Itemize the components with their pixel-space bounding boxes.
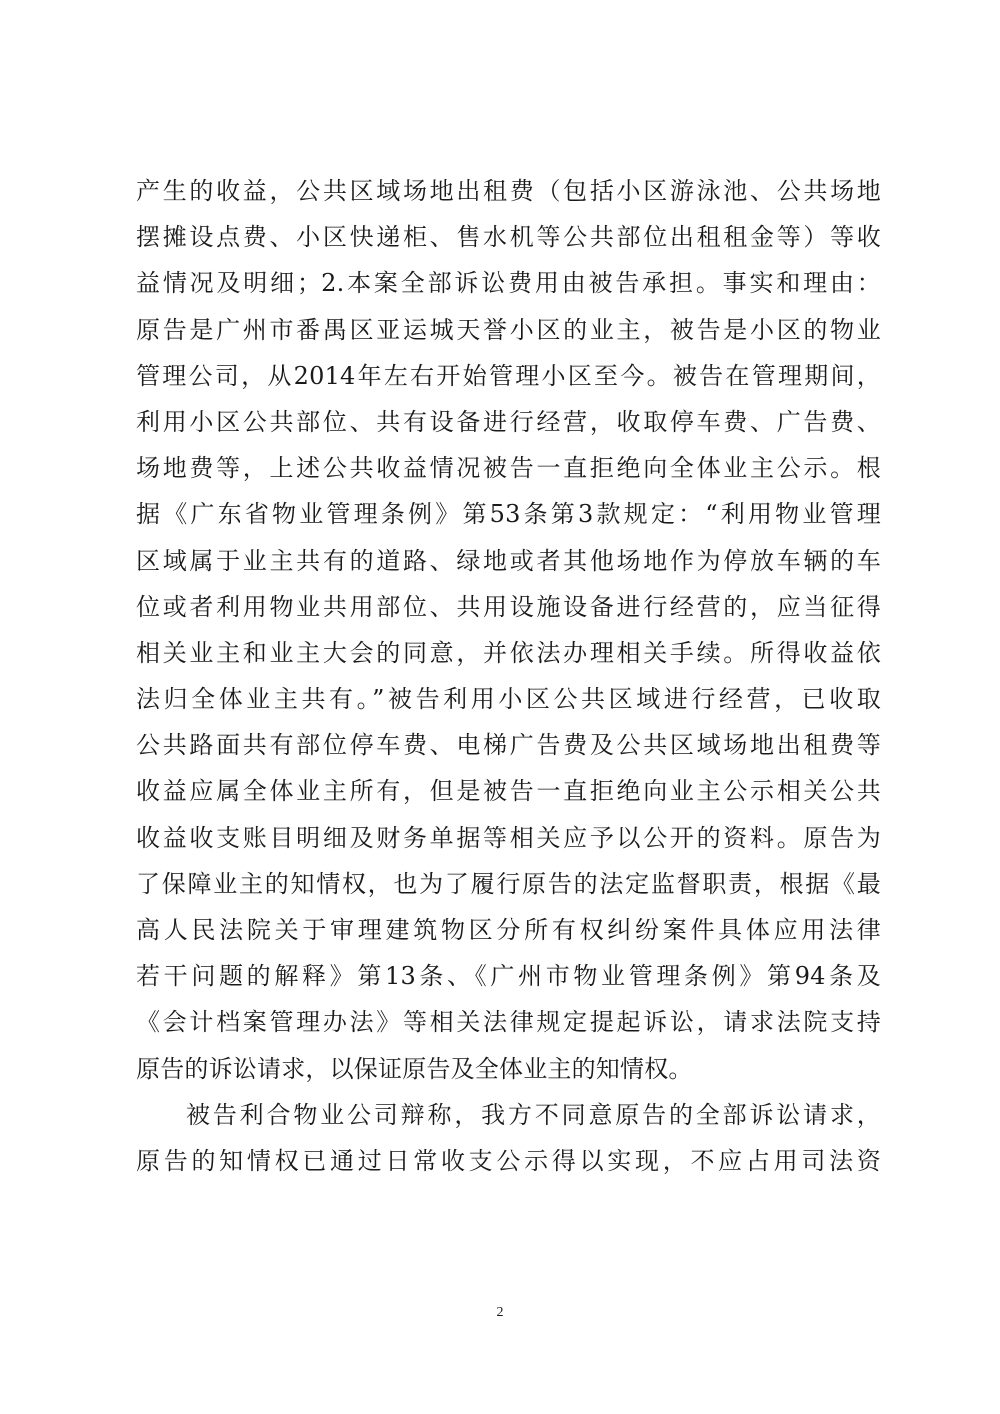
text-line: 产生的收益，公共区域场地出租费（包括小区游泳池、公共场地 xyxy=(136,177,881,205)
text-line: 公共路面共有部位停车费、电梯广告费及公共区域场地出租费等 xyxy=(136,731,881,760)
text-line: 摆摊设点费、小区快递柜、售水机等公共部位出租租金等）等收 xyxy=(136,223,881,252)
text-line: 了保障业主的知情权，也为了履行原告的法定监督职责，根据《最 xyxy=(136,869,881,898)
text-line: 若干问题的解释》第13条、《广州市物业管理条例》第94条及 xyxy=(136,962,881,991)
text-line: 高人民法院关于审理建筑物区分所有权纠纷案件具体应用法律 xyxy=(136,916,881,944)
text-line: 原告的知情权已通过日常收支公示得以实现，不应占用司法资 xyxy=(136,1146,881,1175)
text-line: 管理公司，从2014年左右开始管理小区至今。被告在管理期间， xyxy=(136,361,881,390)
text-line: 相关业主和业主大会的同意，并依法办理相关手续。所得收益依 xyxy=(136,638,881,667)
text-line: 益情况及明细；2.本案全部诉讼费用由被告承担。事实和理由： xyxy=(136,269,881,298)
text-line: 区域属于业主共有的道路、绿地或者其他场地作为停放车辆的车 xyxy=(136,546,881,575)
text-line: 位或者利用物业共用部位、共用设施设备进行经营的，应当征得 xyxy=(136,592,881,621)
text-line: 原告是广州市番禺区亚运城天誉小区的业主，被告是小区的物业 xyxy=(136,315,881,344)
text-line: 原告的诉讼请求，以保证原告及全体业主的知情权。 xyxy=(136,1054,693,1083)
body-text xyxy=(136,168,881,1184)
text-line: 《会计档案管理办法》等相关法律规定提起诉讼，请求法院支持 xyxy=(136,1008,881,1037)
text-line: 场地费等，上述公共收益情况被告一直拒绝向全体业主公示。根 xyxy=(136,454,881,483)
text-line: 被告利合物业公司辩称，我方不同意原告的全部诉讼请求， xyxy=(186,1100,881,1129)
text-line: 收益收支账目明细及财务单据等相关应予以公开的资料。原告为 xyxy=(136,823,881,852)
text-line: 据《广东省物业管理条例》第53条第3款规定：“利用物业管理 xyxy=(136,500,881,529)
page-number: 2 xyxy=(496,1305,504,1320)
text-line: 法归全体业主共有。”被告利用小区公共区域进行经营，已收取 xyxy=(136,685,881,714)
text-line: 利用小区公共部位、共有设备进行经营，收取停车费、广告费、 xyxy=(136,407,881,436)
text-line: 收益应属全体业主所有，但是被告一直拒绝向业主公示相关公共 xyxy=(136,777,881,806)
